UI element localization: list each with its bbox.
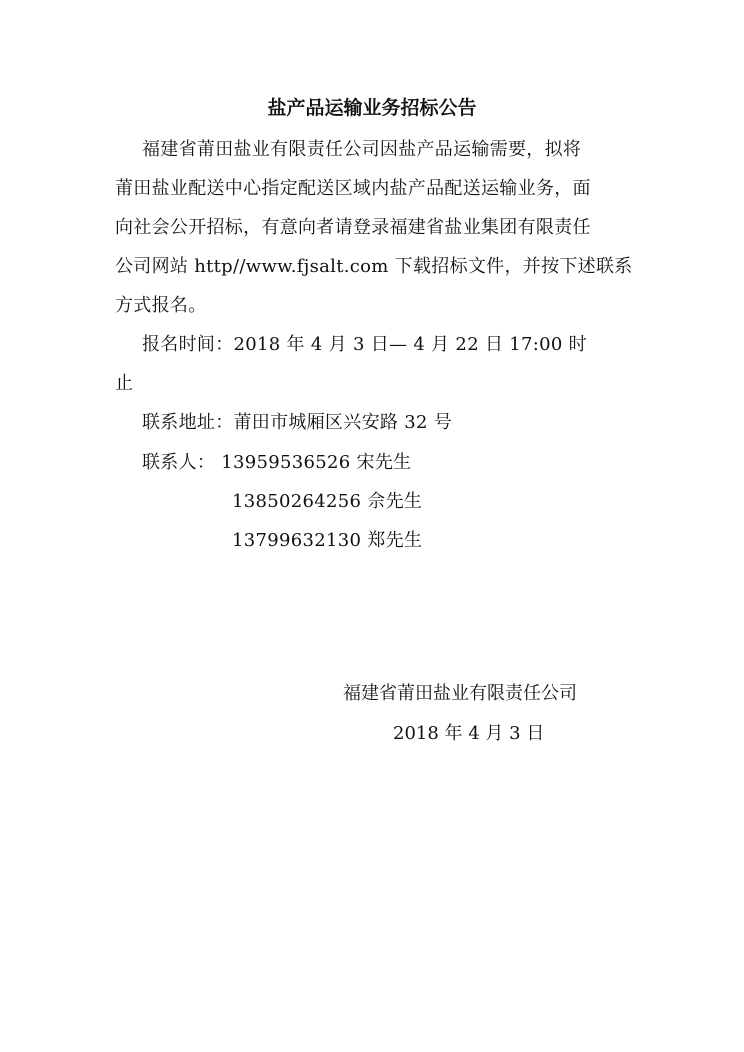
signature-organization: 福建省莆田盐业有限责任公司 — [343, 683, 577, 704]
body-line-4: 公司网站 http//www.fjsalt.com 下载招标文件，并按下述联系 — [115, 256, 633, 277]
contact-person-2: 13850264256 佘先生 — [232, 491, 423, 512]
body-line-3: 向社会公开招标，有意向者请登录福建省盐业集团有限责任 — [115, 217, 591, 238]
registration-time-line: 报名时间：2018 年 4 月 3 日— 4 月 22 日 17:00 时 — [142, 334, 587, 355]
contact-address: 联系地址：莆田市城厢区兴安路 32 号 — [142, 412, 453, 433]
registration-time-end: 止 — [115, 373, 134, 394]
body-line-2: 莆田盐业配送中心指定配送区域内盐产品配送运输业务，面 — [115, 178, 591, 199]
signature-date: 2018 年 4 月 3 日 — [393, 723, 545, 744]
contact-person-1: 联系人： 13959536526 宋先生 — [142, 452, 412, 473]
document-title: 盐产品运输业务招标公告 — [267, 97, 477, 119]
body-line-1: 福建省莆田盐业有限责任公司因盐产品运输需要，拟将 — [142, 139, 582, 160]
body-line-5: 方式报名。 — [115, 295, 207, 316]
contact-person-3: 13799632130 郑先生 — [232, 530, 423, 551]
